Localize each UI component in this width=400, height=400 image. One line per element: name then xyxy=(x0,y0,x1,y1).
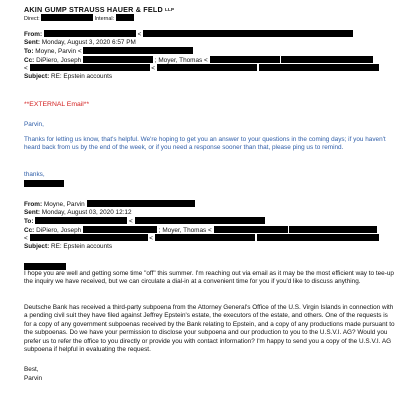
redaction-block xyxy=(281,56,373,63)
external-email-tag: **EXTERNAL Email** xyxy=(24,101,90,108)
redaction-block xyxy=(41,14,93,21)
cc-value-2: ; Moyer, Thomas xyxy=(154,56,203,64)
subject-value: RE: Epstein accounts xyxy=(51,72,113,80)
redaction-block xyxy=(35,217,127,224)
redaction-block xyxy=(155,234,255,241)
email1-body: Thanks for letting us know, that's helpful. We're hoping to get you an answer to your questions in the coming days; if you haven't heard back from us by the end of the week, or if you need a response sooner than that, please ping us to remind. xyxy=(24,136,386,152)
lt-sign: < xyxy=(149,235,154,242)
from-label: From: xyxy=(24,31,43,38)
cc-label: Cc: xyxy=(24,56,35,64)
sent-label: Sent: xyxy=(24,208,40,216)
to-label: To: xyxy=(24,218,34,225)
redaction-block xyxy=(30,234,148,241)
redaction-block xyxy=(143,30,353,37)
redaction-block xyxy=(87,200,195,207)
email2-signature: Parvin xyxy=(24,375,43,382)
to-value: Moyne, Parvin < xyxy=(35,48,82,55)
from-label: From: xyxy=(24,201,43,208)
redaction-block xyxy=(24,180,64,187)
lt-sign: < xyxy=(24,235,28,242)
redaction-block xyxy=(257,234,379,241)
email2-sent-row xyxy=(24,209,390,217)
lt-sign: < xyxy=(129,218,133,225)
email2-para1: I hope you are well and getting some time "off" this summer. I'm reaching out via email as it may be the most efficient way to tee-up the inquiry we have received, but we can circulate a dial-in at a convenient time for you if you'd like to discuss anything. xyxy=(24,270,394,286)
lt-sign: < xyxy=(24,65,28,72)
cc-value: DiPiero, Joseph xyxy=(36,226,82,234)
cc-value: DiPiero, Joseph xyxy=(36,56,82,64)
subject-label: Subject: xyxy=(24,72,50,80)
redaction-block xyxy=(289,226,377,233)
email1-greeting: Parvin, xyxy=(24,121,44,128)
redaction-block xyxy=(44,30,136,37)
redaction-block xyxy=(83,56,153,63)
email2-closing: Best, xyxy=(24,366,39,373)
redaction-block xyxy=(83,47,193,54)
contact-line xyxy=(24,14,390,23)
to-label: To: xyxy=(24,48,34,55)
email2-para2: Deutsche Bank has received a third-party subpoena from the Attorney General's Office of the U.S. Virgin Islands in connection with a pending civil suit they have filed against Jeffrey Epstein's estate, the executors of the estate, and others. One of the requests is for a copy of any government subpoenas received by the Bank relating to Epstein, and a copy of any productions made pursuant to the subpoenas. Do we have your permission to disclose your subpoena and our production to you to the U.S.V.I. AG? Would you prefer us to refer the office to you directly or provide you with contact information? I'm happy to send you a copy of the U.S.V.I. AG subpoena if helpful in evaluating the request. xyxy=(24,304,395,354)
cc-label: Cc: xyxy=(24,226,35,234)
redaction-block xyxy=(210,56,280,63)
subject-value: RE: Epstein accounts xyxy=(51,242,113,250)
redaction-block xyxy=(157,64,257,71)
email1-subject-row xyxy=(24,73,390,81)
redaction-block xyxy=(259,64,379,71)
sent-value: Monday, August 03, 2020 12:12 xyxy=(41,208,132,216)
from-suffix: < xyxy=(137,31,142,38)
direct-label: Direct: xyxy=(24,16,40,22)
internal-label: Internal: xyxy=(94,16,115,22)
redaction-block xyxy=(116,14,134,21)
from-value: Moyne, Parvin xyxy=(43,201,85,208)
firm-letterhead xyxy=(24,6,390,14)
redaction-block xyxy=(83,226,157,233)
redaction-block xyxy=(24,263,66,270)
email2-subject-row xyxy=(24,243,390,251)
email1-signature xyxy=(24,180,390,189)
lt-sign: < xyxy=(204,56,208,64)
firm-suffix: LLP xyxy=(165,7,175,12)
email1-sent-row xyxy=(24,39,390,47)
lt-sign: < xyxy=(151,65,156,72)
redaction-block xyxy=(214,226,288,233)
email1-signoff: thanks, xyxy=(24,171,45,178)
sent-value: Monday, August 3, 2020 6:57 PM xyxy=(41,38,136,46)
cc-value-2: ; Moyer, Thomas xyxy=(158,226,207,234)
lt-sign: < xyxy=(208,226,212,234)
firm-name: AKIN GUMP STRAUSS HAUER & FELD xyxy=(24,5,163,14)
sent-label: Sent: xyxy=(24,38,40,46)
subject-label: Subject: xyxy=(24,242,50,250)
redaction-block xyxy=(30,64,150,71)
redaction-block xyxy=(135,217,265,224)
